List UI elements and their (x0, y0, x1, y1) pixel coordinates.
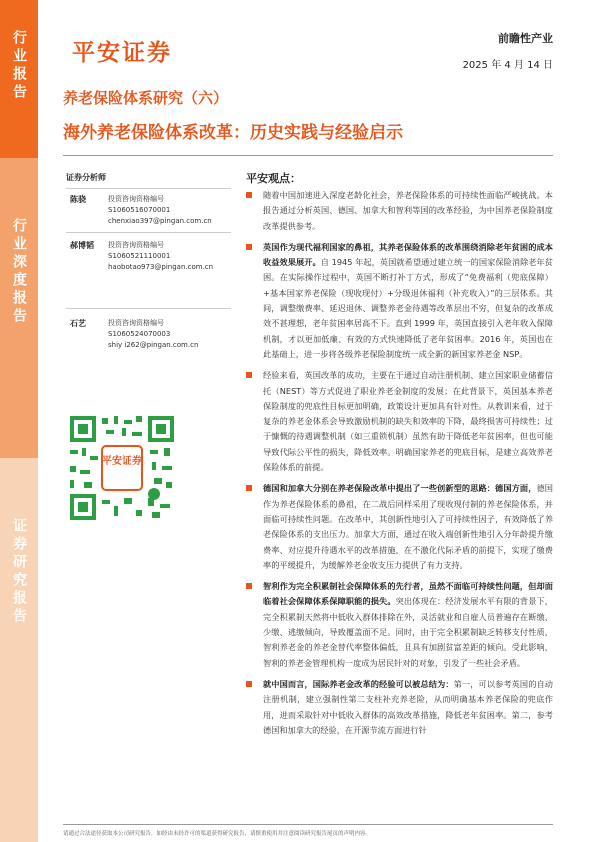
title-divider (63, 155, 553, 156)
bullet-square-icon (246, 485, 252, 491)
divider (66, 308, 231, 309)
analyst-email[interactable]: haobotao973@pingan.com.cn (108, 263, 214, 271)
sidebar-label: 行业深度报告 (11, 218, 27, 326)
report-header-info (463, 30, 553, 71)
analyst-cert-label: 投资咨询资格编号 (108, 195, 164, 203)
footer-divider (63, 824, 553, 825)
key-point-lead: 就中国而言，国际养老金改革的经验可以被总结为： (263, 678, 454, 689)
key-point-lead: 英国作为现代福利国家的鼻祖，其养老保险体系的改革围绕消除老年贫困的成本收益效果展开。 (263, 241, 553, 268)
key-point (246, 240, 553, 362)
key-points-heading: 平安观点： (246, 172, 301, 185)
report-title: 海外养老保险体系改革：历史实践与经验启示 (63, 123, 403, 143)
footer-disclaimer: 请通过合法途径获取本公司研究报告，如经由未经许可的渠道获得研究报告，请慎重使用并注意阅读研究报告尾页的声明内容。 (63, 831, 372, 837)
key-point-text: 突出体现在：经济发展水平有限的背景下，完全积累制天然将中低收入群体排除在外，灵活就业和自雇人员普遍存在断缴、少缴、逃缴倾向，导致覆盖面不足。同时，由于完全积累制缺乏转移支付性质，智利养老金的养老金替代率整体偏低，且具有加剧贫富差距的倾向。受此影响，智利的养老金管理机构一度成为居民针对的对象，引发了一些社会矛盾。 (263, 596, 553, 668)
key-point-text: 自 1945 年起，英国就希望通过建立统一的国家保险消除老年贫困。在实际操作过程中，英国不断打补丁方式，形成了“免费福利（兜底保障）+基本国家养老保险（现收现付）+分级退休福利（补充收入）”的三层体系。其间，调整缴费率、延迟退休、调整养老金待遇等改革层出不穷，但复杂的改革成效不甚理想，老年贫困率居高不下。直到 1999 年，英国直接引入老年收入保障机制，才以更加低廉、有效的方式快速降低了老年贫困率。2016 年，英国也在此基础上，进一步将各级养老保险制度统一成全新的新国家养老金 NSP。 (263, 257, 553, 359)
report-date: 2025 年 4 月 14 日 (462, 60, 553, 71)
divider (66, 188, 231, 189)
qr-center-text: 平安证券 (102, 456, 142, 467)
analysts-panel (66, 172, 231, 349)
analyst-cert-number: S1060516070001 (108, 206, 171, 214)
analyst-cert-number: S1060521110001 (108, 252, 171, 260)
analyst-name: 陈骁 (70, 195, 86, 204)
key-point-text: 德国作为养老保险体系的鼻祖，在二战后同样采用了现收现付制的养老保险体系，并面临可持续性问题。在改革中，其创新性地引入了可持续性因子，有效降低了养老保险体系的支出压力。加拿大方面，通过在收入端创新性地引入分年龄提升缴费率、对应提升待遇水平的改革措施，在不激化代际矛盾的前提下，实现了缴费率的平缓提升，为缓解养老金收支压力提供了有力支持。 (263, 483, 553, 570)
sidebar-label: 行业报告 (11, 30, 27, 102)
sidebar-block-securities-research (0, 458, 38, 842)
analysts-heading: 证券分析师 (66, 173, 106, 182)
analyst-cert-label: 投资咨询资格编号 (108, 319, 164, 327)
bullet-square-icon (246, 244, 252, 250)
company-logo (72, 34, 172, 67)
divider (66, 232, 231, 233)
key-point (246, 481, 553, 573)
bullet-square-icon (246, 372, 252, 378)
report-category: 前瞻性产业 (498, 32, 553, 45)
key-point-text: 经验来看，英国改革的成功，主要在于通过自动注册机制、建立国家职业储蓄信托（NEST）等方式促进了职业养老金制度的发展；在此背景下，英国基本养老保险制度的兜底性目标更加明确，政策设计更加具有针对性。从教训来看，过于复杂的养老金体系会导致激励机制的缺失和效率的下降，最终损害可持续性；过于慷慨的待遇调整机制（如三重锁机制）虽然有助于降低老年贫困率，但也可能导致代际公平性的损失，降低效率。明确国家养老的兜底目标，是建立高效养老保险体系的前提。 (263, 370, 553, 473)
key-points-list (246, 188, 553, 744)
bullet-square-icon (246, 681, 252, 687)
sidebar (0, 0, 38, 842)
analyst-info (108, 194, 212, 227)
key-point-text: 随着中国加速进入深度老龄化社会，养老保险体系的可持续性面临严峻挑战。本报告通过分析英国、德国、加拿大和智利等国的改革经验，为中国养老保险制度改革提供参考。 (263, 190, 553, 231)
analyst-email[interactable]: shiy i262@pingan.com.cn (108, 341, 199, 349)
analyst-name: 郝博韬 (70, 241, 94, 250)
key-point (246, 677, 553, 738)
key-point-lead: 德国和加拿大分别在养老保险改革中提出了一些创新型的思路：德国方面， (263, 483, 537, 494)
sidebar-label: 证券研究报告 (11, 518, 27, 626)
key-point (246, 579, 553, 671)
bullet-square-icon (246, 192, 252, 198)
analyst-info (108, 240, 213, 273)
analyst-cert-label: 投资咨询资格编号 (108, 241, 164, 249)
key-point-lead: 智利作为完全积累制社会保障体系的先行者，虽然不面临可持续性问题，但却面临着社会保障体系保障职能的损失。 (263, 581, 553, 607)
key-point (246, 188, 553, 234)
series-title: 养老保险体系研究（六） (63, 89, 229, 107)
analyst-info (108, 318, 198, 351)
qr-code-icon (66, 412, 178, 524)
analyst-cert-number: S1060524070003 (108, 330, 171, 338)
analyst-name: 石艺 (70, 319, 86, 328)
analyst-email[interactable]: chenxiao397@pingan.com.cn (108, 217, 212, 225)
bullet-square-icon (246, 583, 252, 589)
key-point (246, 368, 553, 475)
sidebar-block-industry-report (0, 0, 38, 158)
sidebar-block-in-depth-report (0, 158, 38, 458)
logo-text: 平安证券 (72, 40, 172, 66)
key-point-text: 第一，可以参考英国的自动注册机制，建立强制性第二支柱补充养老险，从而明确基本养老保险的兜底作用，进而采取针对中低收入群体的高效改革措施，降低老年贫困率。第二，参考德国和加拿大的经验，在开源节流方面进行针 (263, 678, 553, 735)
